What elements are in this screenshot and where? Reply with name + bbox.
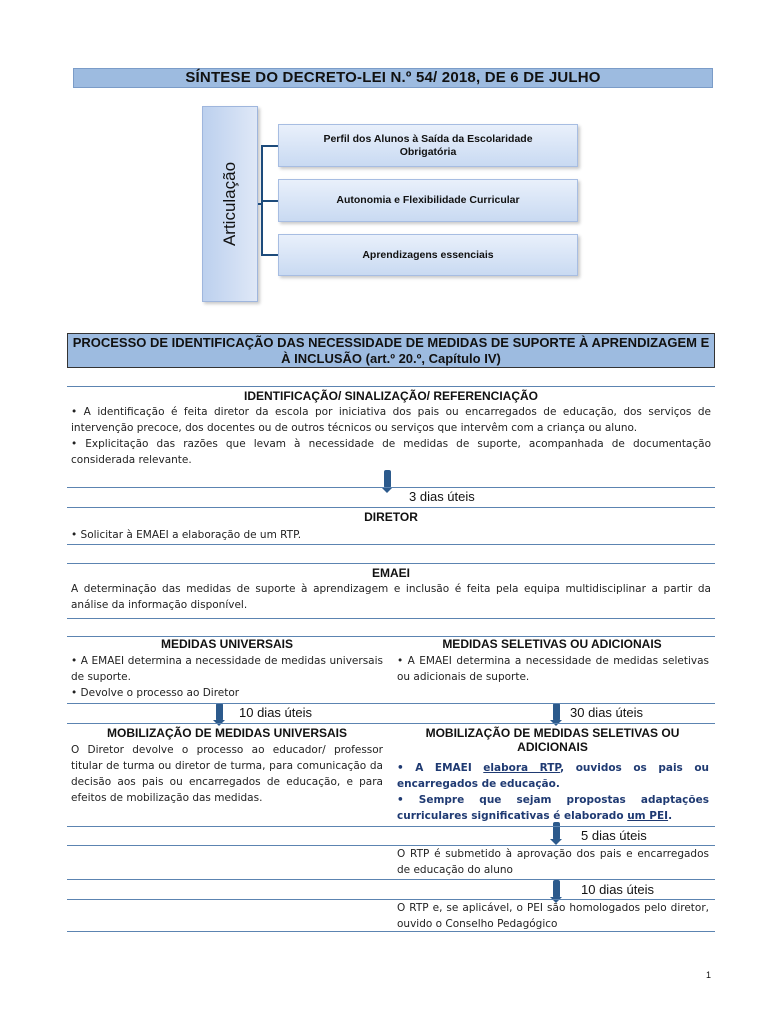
- days-label-3: 3 dias úteis: [409, 489, 475, 504]
- mob-seletivas-bullet-2: [397, 792, 709, 824]
- rtp-homologado-text: O RTP e, se aplicável, o PEI são homologados pelo diretor, ouvido o Conselho Pedagógico: [397, 902, 709, 930]
- identificacao-bullet-2: • Explicitação das razões que levam à necessidade de medidas de suporte, acompanhada de documentação considerada relevante.: [71, 438, 711, 466]
- medidas-seletivas-heading: MEDIDAS SELETIVAS OU ADICIONAIS: [442, 637, 662, 651]
- divider: [67, 618, 715, 619]
- identificacao-text: [71, 404, 711, 468]
- divider: [67, 563, 715, 564]
- medidas-seletivas-text: [397, 653, 709, 685]
- divider: [67, 703, 715, 704]
- mob-seletivas-b1-post: , ouvidos os pais ou encarregados de educação.: [397, 762, 710, 790]
- mob-seletivas-b2-pre: • Sempre que sejam propostas adaptações curriculares significativas é elaborado: [397, 794, 709, 822]
- divider: [67, 879, 715, 880]
- mob-universais-heading: MOBILIZAÇÃO DE MEDIDAS UNIVERSAIS: [106, 726, 347, 740]
- divider: [67, 386, 715, 387]
- divider: [67, 544, 715, 545]
- branch-autonomia: [278, 179, 578, 222]
- mob-seletivas-text: [397, 760, 709, 824]
- emaei-text: A determinação das medidas de suporte à aprendizagem e inclusão é feita pela equipa multidisciplinar a partir da análise da informação disponível.: [71, 583, 711, 611]
- days-label-5: 5 dias úteis: [581, 828, 647, 843]
- flow-arrow-10: [553, 880, 560, 898]
- divider: [67, 507, 715, 508]
- branch-aprendizagens: [278, 234, 578, 276]
- process-title: PROCESSO DE IDENTIFICAÇÃO DAS NECESSIDADE DE MEDIDAS DE SUPORTE À APRENDIZAGEM E À INCLUSÃO (art.º 20.º, Capítulo IV): [67, 333, 715, 368]
- flow-arrow-left: [216, 703, 223, 721]
- medidas-seletivas-bullet-1: • A EMAEI determina a necessidade de medidas seletivas ou adicionais de suporte.: [397, 655, 709, 683]
- divider: [67, 931, 715, 932]
- flow-arrow-5: [553, 822, 560, 840]
- emaei-heading: EMAEI: [371, 566, 410, 580]
- mob-seletivas-bullet-1: [397, 760, 709, 792]
- articulacao-label: Articulação: [220, 161, 239, 247]
- days-label-10-left: 10 dias úteis: [239, 705, 312, 720]
- diretor-bullet: • Solicitar à EMAEI a elaboração de um RTP.: [71, 529, 302, 541]
- connector-branch-2: [261, 200, 278, 202]
- medidas-universais-bullet-1: • A EMAEI determina a necessidade de medidas universais de suporte.: [71, 655, 383, 683]
- elabora-rtp-link[interactable]: elabora RTP: [483, 762, 561, 774]
- articulacao-box: [202, 106, 258, 302]
- divider: [67, 723, 715, 724]
- divider: [67, 826, 715, 827]
- rtp-submetido-text: O RTP é submetido à aprovação dos pais e encarregados de educação do aluno: [397, 848, 709, 876]
- mob-seletivas-b1-pre: • A EMAEI: [397, 762, 484, 774]
- document-title: SÍNTESE DO DECRETO-LEI N.º 54/ 2018, DE 6 DE JULHO: [73, 68, 713, 88]
- medidas-universais-text: [71, 653, 383, 701]
- identificacao-heading: IDENTIFICAÇÃO/ SINALIZAÇÃO/ REFERENCIAÇÃO: [244, 389, 538, 403]
- mob-seletivas-heading: MOBILIZAÇÃO DE MEDIDAS SELETIVAS OU ADICIONAIS: [425, 726, 680, 754]
- branch-autonomia-label: Autonomia e Flexibilidade Curricular: [336, 194, 520, 206]
- page-number: 1: [706, 970, 712, 980]
- connector-branch-3: [261, 254, 278, 256]
- branch-perfil-alunos-label: Perfil dos Alunos à Saída da Escolaridade Obrigatória: [323, 132, 533, 158]
- divider: [67, 487, 715, 488]
- medidas-universais-heading: MEDIDAS UNIVERSAIS: [160, 637, 294, 651]
- flow-arrow-right: [553, 703, 560, 721]
- connector-branch-1: [261, 145, 278, 147]
- mob-seletivas-b2-post: .: [668, 810, 673, 822]
- branch-perfil-alunos: [278, 124, 578, 167]
- days-label-10-right: 10 dias úteis: [581, 882, 654, 897]
- diretor-heading: DIRETOR: [364, 510, 418, 524]
- mob-universais-text: O Diretor devolve o processo ao educador/ professor titular de turma ou diretor de turma, para comunicação da decisão aos pais ou encarregados de educação, e para efeitos de mobilização das medidas.: [71, 744, 383, 804]
- days-label-30: 30 dias úteis: [570, 705, 643, 720]
- identificacao-bullet-1: • A identificação é feita diretor da escola por iniciativa dos pais ou encarregados de educação, dos serviços de intervenção precoce, dos docentes ou de outros técnicos ou serviços que intervêm com a criança ou aluno.: [71, 406, 711, 434]
- medidas-universais-bullet-2: • Devolve o processo ao Diretor: [71, 687, 240, 699]
- branch-aprendizagens-label: Aprendizagens essenciais: [362, 248, 494, 261]
- um-pei-link[interactable]: um PEI: [627, 810, 669, 822]
- flow-arrow-1: [384, 470, 391, 488]
